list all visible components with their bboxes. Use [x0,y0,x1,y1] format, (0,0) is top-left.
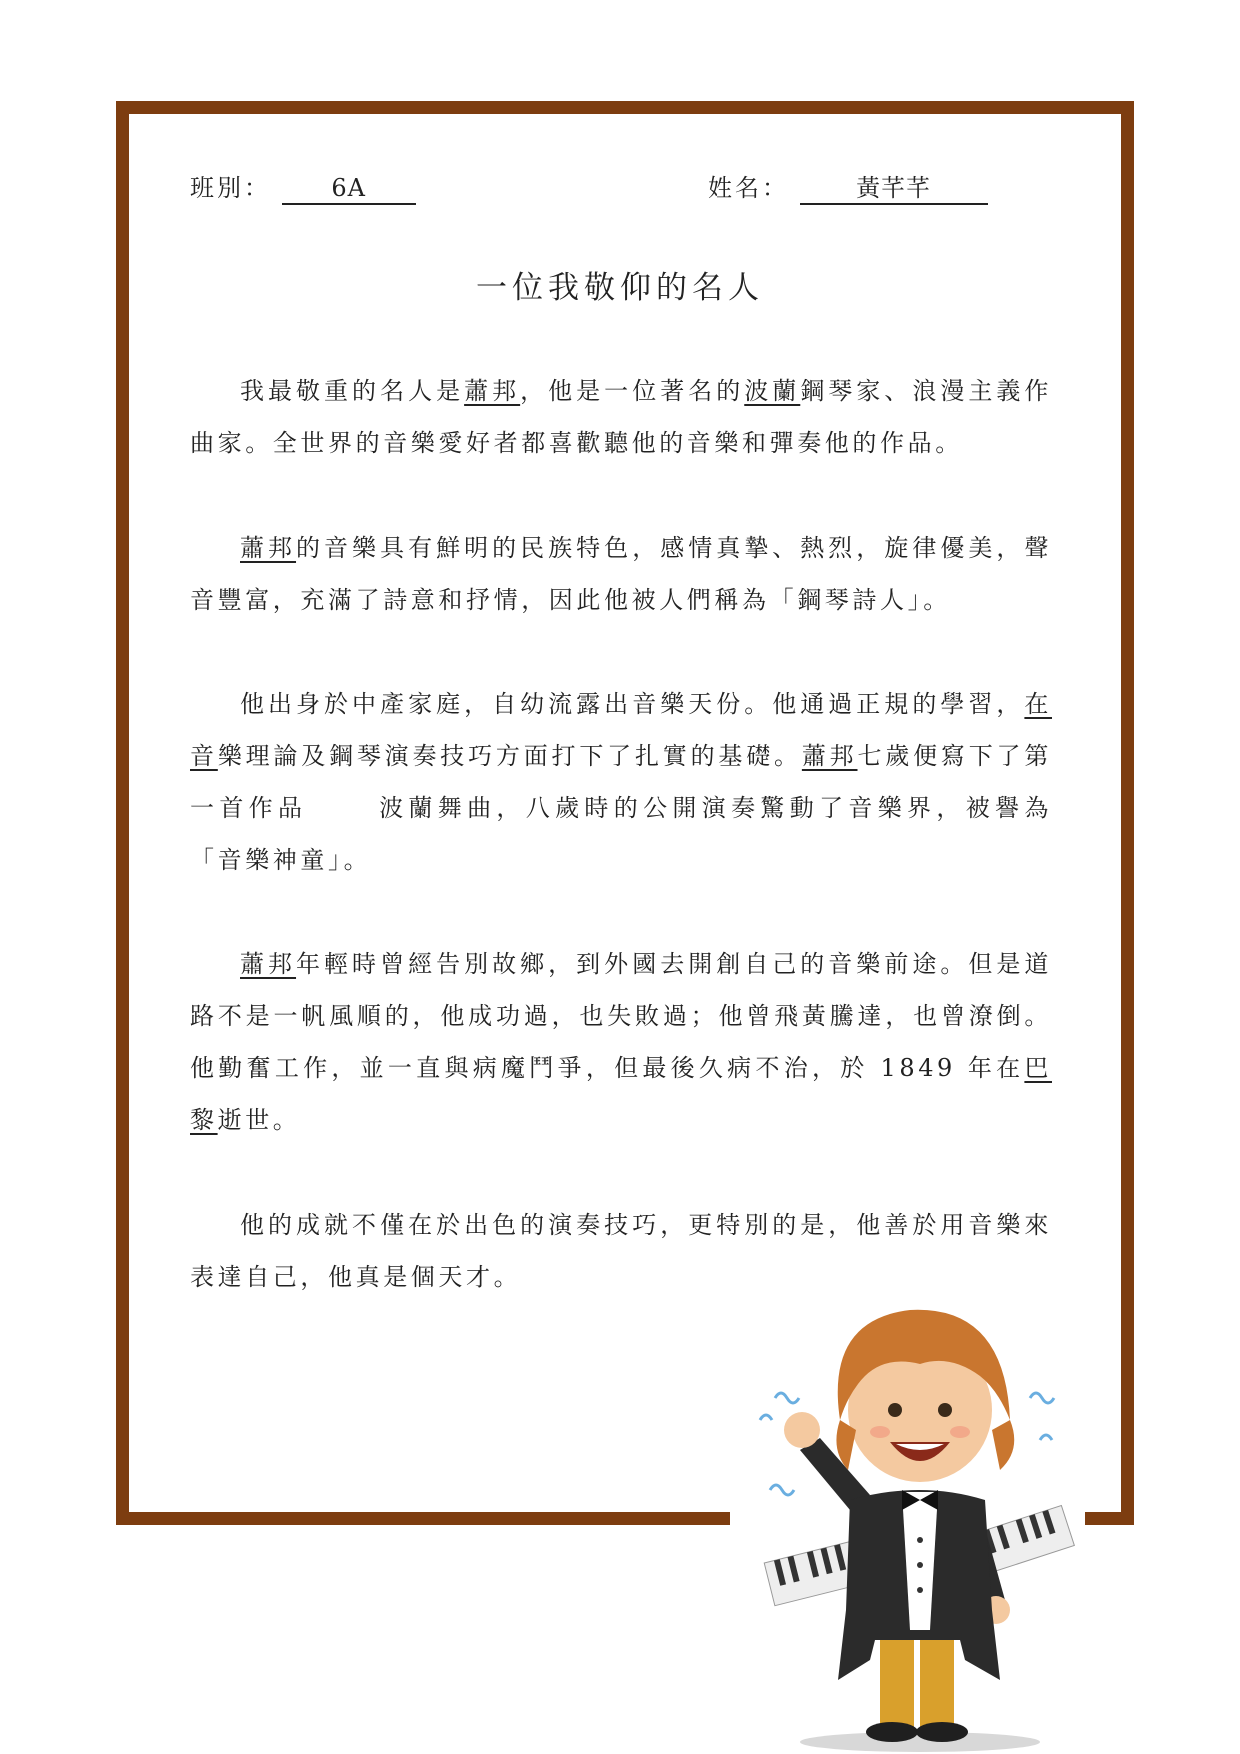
proper-name: 巴黎 [190,1054,1052,1134]
paragraph-1 [190,365,1052,469]
proper-name: 蕭邦 [240,950,297,978]
paragraph-4 [190,938,1052,1146]
name-field [708,168,988,205]
text-run: 樂理論及鋼琴演奏技巧方面打下了扎實的基礎。 [217,742,802,770]
text-run: 鋼琴家、浪漫主義作曲家。全世界的音樂愛好者都喜歡聽他的音樂和彈奏他的作品。 [190,377,1052,457]
text-run: 逝世。 [217,1106,301,1134]
class-value: 6A [282,173,416,205]
proper-name: 蕭邦 [240,534,297,562]
proper-name: 蕭邦 [801,742,858,770]
text-run: 的音樂具有鮮明的民族特色，感情真摯、熱烈，旋律優美，聲音豐富，充滿了詩意和抒情，因此他被人們稱為「鋼琴詩人」。 [190,534,1052,614]
class-label: 班別： [190,174,271,202]
essay-title: 一位我敬仰的名人 [476,270,764,306]
text-run: 年輕時曾經告別故鄉，到外國去開創自己的音樂前途。但是道路不是一帆風順的，他成功過，也失敗過；他曾飛黃騰達，也曾潦倒。他勤奮工作，並一直與病魔鬥爭，但最後久病不治，於 1849 年在 [190,950,1052,1082]
paragraph-2 [190,522,1052,626]
text-run: 我最敬重的名人是 [240,377,465,405]
text-run: 他出身於中產家庭，自幼流露出音樂天份。他通過正規的學習， [240,690,1025,718]
name-value: 黃芊芊 [800,173,988,205]
underlined-text: 在音 [190,690,1052,770]
proper-name: 波蘭 [744,377,801,405]
text-run: 波蘭舞曲，八歲時的公開演奏驚動了音樂界，被譽為「音樂神童」。 [190,794,1052,874]
class-field [190,168,416,205]
name-label: 姓名： [708,174,789,202]
text-run: ，他是一位著名的 [520,377,745,405]
paragraph-3 [190,678,1052,886]
proper-name: 蕭邦 [464,377,521,405]
text-run: 七歲便寫下了第一首作品 [190,742,1052,822]
text-run: 他的成就不僅在於出色的演奏技巧，更特別的是，他善於用音樂來表達自己，他真是個天才。 [190,1211,1052,1291]
pianist-boy-icon [730,1280,1090,1754]
